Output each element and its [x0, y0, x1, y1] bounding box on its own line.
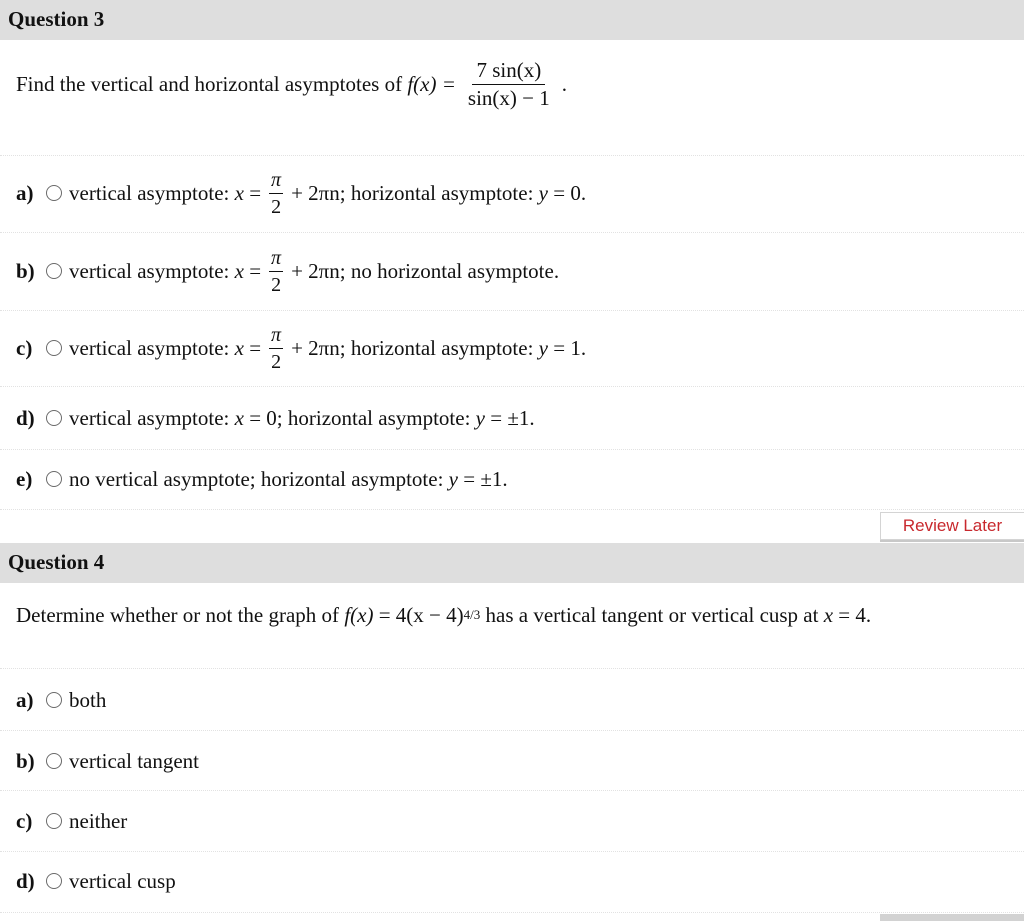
question-4-title: Question 4	[8, 550, 105, 574]
equals-sign: =	[249, 258, 262, 283]
next-section-button-edge[interactable]	[880, 914, 1024, 921]
q4-option-d[interactable]	[16, 866, 176, 896]
radio-button[interactable]	[46, 471, 62, 487]
radio-button[interactable]	[46, 813, 62, 829]
question-4-prompt: Determine whether or not the graph of f(x) = 4(x − 4) 4/3 has a vertical tangent or vertical cusp at x = 4.	[16, 603, 872, 627]
divider	[0, 232, 1024, 233]
variable-y: y	[475, 405, 485, 430]
option-letter: d)	[16, 405, 35, 430]
radio-button[interactable]	[46, 410, 62, 426]
question-3-prompt	[16, 54, 567, 114]
pi-over-2-fraction	[269, 248, 283, 295]
variable-x: x	[234, 258, 244, 283]
prompt-prefix: Determine whether or not the graph of	[16, 603, 340, 627]
option-letter: b)	[16, 258, 35, 283]
divider	[0, 912, 1024, 913]
variable-x: x	[234, 405, 244, 430]
radio-button[interactable]	[46, 692, 62, 708]
variable-y: y	[448, 466, 458, 491]
q4-option-c[interactable]	[16, 806, 127, 836]
prompt-function: f(x) =	[407, 72, 456, 96]
review-later-button[interactable]: Review Later	[880, 512, 1024, 540]
q3-option-e[interactable]	[16, 464, 508, 494]
fraction-denominator: sin(x) − 1	[467, 85, 550, 110]
option-text: + 2πn; no horizontal asymptote.	[291, 258, 560, 283]
option-text: = ±1.	[463, 466, 508, 491]
option-letter: b)	[16, 748, 35, 773]
option-text: vertical asymptote:	[69, 180, 230, 205]
option-text: vertical asymptote:	[69, 405, 230, 430]
option-text: vertical cusp	[69, 868, 176, 893]
divider	[0, 790, 1024, 791]
prompt-prefix: Find the vertical and horizontal asymptotes of	[16, 72, 403, 96]
equals-sign: =	[249, 180, 262, 205]
fraction-numerator: π	[269, 248, 283, 272]
q3-option-b[interactable]	[16, 246, 559, 296]
prompt-text: = 4.	[838, 603, 872, 627]
variable-x: x	[823, 603, 834, 627]
fraction-denominator: 2	[271, 195, 282, 218]
option-letter: c)	[16, 808, 33, 833]
fraction-denominator: 2	[271, 350, 282, 373]
variable-y: y	[538, 335, 548, 360]
divider	[0, 851, 1024, 852]
option-letter: c)	[16, 335, 33, 360]
option-text: vertical asymptote:	[69, 258, 230, 283]
radio-button[interactable]	[46, 263, 62, 279]
divider	[0, 449, 1024, 450]
question-3-header	[0, 0, 1024, 40]
fraction-numerator: 7 sin(x)	[472, 60, 545, 85]
radio-button[interactable]	[46, 185, 62, 201]
prompt-suffix: .	[561, 72, 567, 96]
q3-option-d[interactable]	[16, 403, 535, 433]
variable-x: x	[234, 335, 244, 360]
option-text: vertical asymptote:	[69, 335, 230, 360]
pi-over-2-fraction	[269, 325, 283, 372]
divider	[0, 310, 1024, 311]
option-letter: a)	[16, 687, 34, 712]
q3-option-c[interactable]	[16, 323, 586, 373]
variable-y: y	[538, 180, 548, 205]
prompt-equation: = 4(x − 4)	[378, 603, 464, 627]
q4-option-b[interactable]	[16, 746, 199, 776]
option-text: no vertical asymptote; horizontal asymptote:	[69, 466, 444, 491]
q4-option-a[interactable]	[16, 685, 106, 715]
prompt-fraction	[464, 57, 554, 110]
fraction-numerator: π	[269, 325, 283, 349]
fraction-numerator: π	[269, 170, 283, 194]
prompt-function: f(x)	[344, 603, 374, 627]
divider	[0, 509, 1024, 510]
option-letter: e)	[16, 466, 33, 491]
option-text: vertical tangent	[69, 748, 200, 773]
q3-option-a[interactable]	[16, 168, 586, 218]
option-text: = 0.	[553, 180, 587, 205]
option-text: + 2πn; horizontal asymptote:	[291, 335, 534, 360]
equals-sign: =	[249, 335, 262, 360]
question-3-title: Question 3	[8, 7, 105, 31]
option-text: neither	[69, 808, 128, 833]
divider	[0, 730, 1024, 731]
option-text: = 1.	[553, 335, 587, 360]
divider	[0, 386, 1024, 387]
prompt-text: has a vertical tangent or vertical cusp at	[485, 603, 819, 627]
option-text: = ±1.	[490, 405, 535, 430]
fraction-denominator: 2	[271, 273, 282, 296]
option-text: both	[69, 687, 107, 712]
divider	[0, 155, 1024, 156]
option-text: + 2πn; horizontal asymptote:	[291, 180, 534, 205]
pi-over-2-fraction	[269, 170, 283, 217]
option-letter: d)	[16, 868, 35, 893]
option-text: = 0; horizontal asymptote:	[249, 405, 471, 430]
variable-x: x	[234, 180, 244, 205]
radio-button[interactable]	[46, 873, 62, 889]
radio-button[interactable]	[46, 340, 62, 356]
question-4-header	[0, 543, 1024, 583]
divider	[0, 668, 1024, 669]
option-letter: a)	[16, 180, 34, 205]
radio-button[interactable]	[46, 753, 62, 769]
